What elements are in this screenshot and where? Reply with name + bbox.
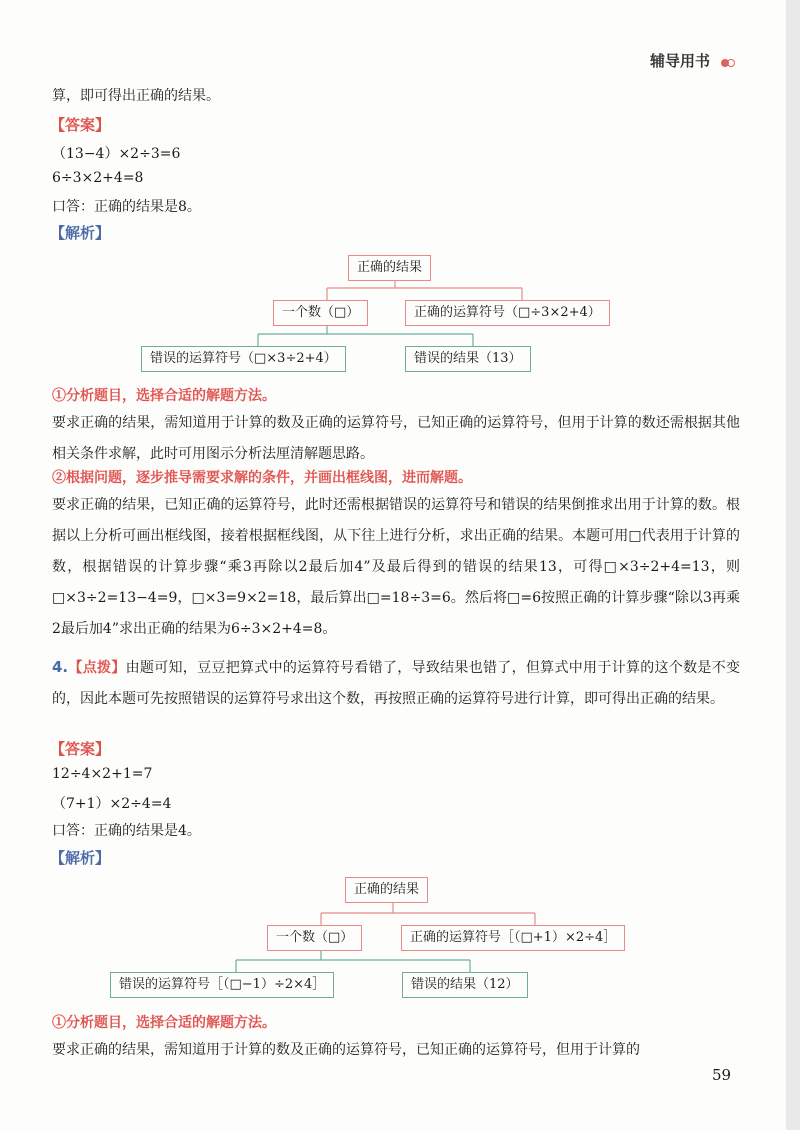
p2-answer-tag: 【答案】 [50,740,111,758]
p2-analysis-tag: 【解析】 [50,849,111,867]
p2-tree-bottom-left: 错误的运算符号［（□−1）÷2×4］ [110,972,334,998]
p1-answer-tag: 【答案】 [50,116,111,134]
p2-answer-line-1: 12÷4×2+1=7 [52,766,153,782]
header-dots-icon [721,53,735,71]
p2-hint-block [52,652,740,715]
p1-answer-line-2: 6÷3×2+4=8 [52,170,144,186]
p2-tree-left: 一个数（□） [267,925,362,951]
p1-answer-line-3: 口答：正确的结果是8。 [52,199,201,215]
p2-answer-line-2: （7+1）×2÷4=4 [52,796,172,812]
p2-number: 4. [52,658,69,676]
p1-intro: 算，即可得出正确的结果。 [52,88,220,104]
p2-tree-right: 正确的运算符号［（□+1）×2÷4］ [401,925,625,951]
p1-step1-title: ①分析题目，选择合适的解题方法。 [52,388,276,404]
page-header [650,50,735,71]
p1-analysis-tag: 【解析】 [50,224,111,242]
p1-tree-right: 正确的运算符号（□÷3×2+4） [405,300,610,326]
p2-answer-line-3: 口答：正确的结果是4。 [52,823,201,839]
p1-step2-title: ②根据问题，逐步推导需要求解的条件，并画出框线图，进而解题。 [52,470,472,486]
p2-tree-bottom-right: 错误的结果（12） [402,972,528,998]
p2-hint-text: 由题可知，豆豆把算式中的运算符号看错了，导致结果也错了，但算式中用于计算的这个数是不变的，因此本题可先按照错误的运算符号求出这个数，再按照正确的运算符号进行计算，即可得出正确的结果。 [52,660,741,707]
p2-hint-tag: 【点拨】 [68,660,126,676]
page-edge [786,0,800,1130]
page-number: 59 [712,1066,732,1084]
p1-tree-root: 正确的结果 [348,255,431,281]
p1-tree-left: 一个数（□） [273,300,368,326]
p1-tree-bottom-right: 错误的结果（13） [405,346,531,372]
p2-step1-text: 要求正确的结果，需知道用于计算的数及正确的运算符号，已知正确的运算符号，但用于计算的 [52,1042,640,1058]
p1-step2-text: 要求正确的结果，已知正确的运算符号，此时还需根据错误的运算符号和错误的结果倒推求出用于计算的数。根据以上分析可画出框线图，接着根据框线图，从下往上进行分析，求出正确的结果。本题可用□代表用于计算的数，根据错误的计算步骤“乘3再除以2最后加4”及最后得到的错误的结果13，可得□×3÷2+4=13，则□×3÷2=13−4=9，□×3=9×2=18，最后算出□=18÷3=6。然后将□=6按照正确的计算步骤“除以3再乘2最后加4”求出正确的结果为6÷3×2+4=8。 [52,497,740,637]
p1-answer-line-1: （13−4）×2÷3=6 [52,146,181,162]
p1-tree-bottom-left: 错误的运算符号（□×3÷2+4） [141,346,346,372]
p2-tree-root: 正确的结果 [345,877,428,903]
header-label: 辅导用书 [650,52,711,70]
p2-step1-title: ①分析题目，选择合适的解题方法。 [52,1015,276,1031]
p1-step1-text: 要求正确的结果，需知道用于计算的数及正确的运算符号，已知正确的运算符号，但用于计算的数还需根据其他相关条件求解，此时可用图示分析法厘清解题思路。 [52,415,740,462]
